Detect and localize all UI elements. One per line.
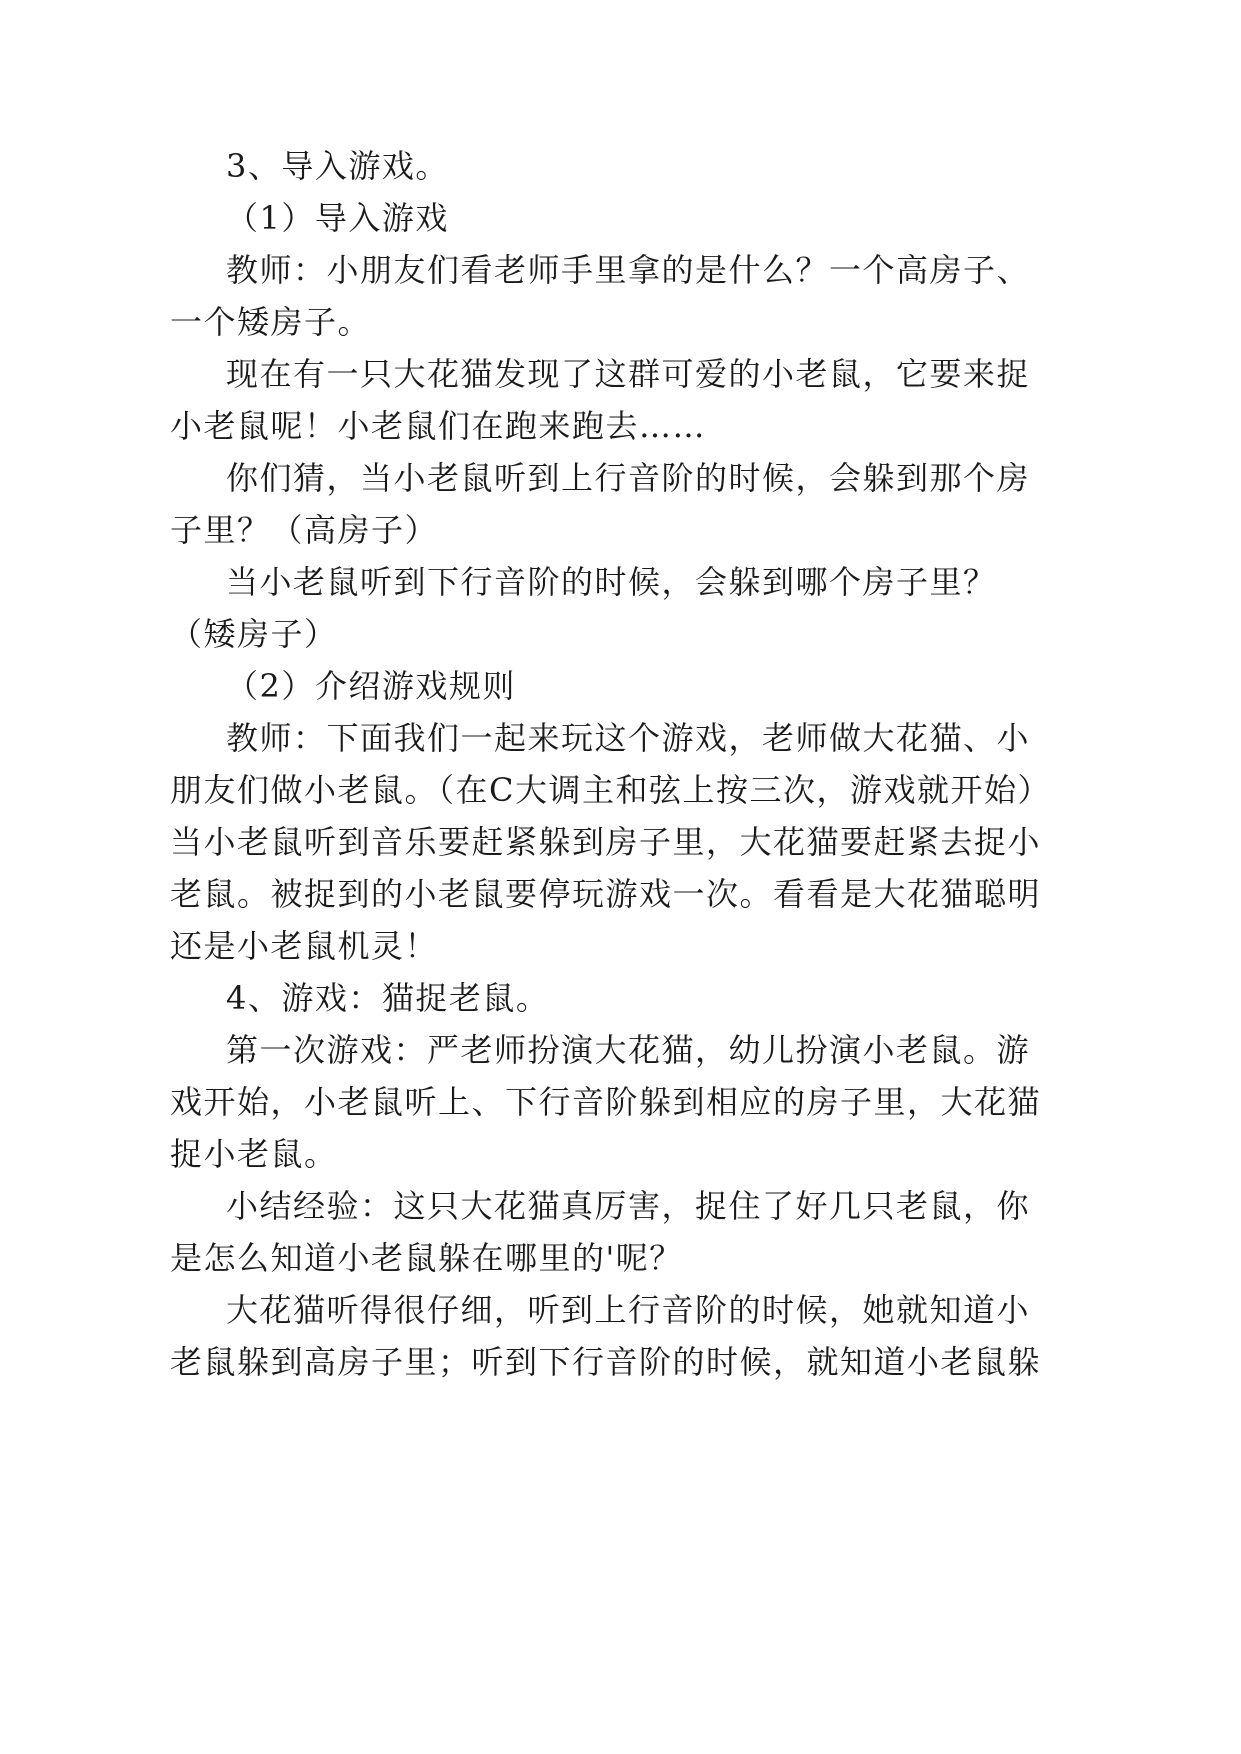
text-line: 一个矮房子。 [170, 303, 372, 341]
text-line: （1）导入游戏 [226, 199, 449, 237]
text-line: 老鼠躲到高房子里；听到下行音阶的时候，就知道小老鼠躲 [170, 1343, 1042, 1381]
text-line: （2）介绍游戏规则 [226, 667, 516, 705]
text-line: 捉小老鼠。 [170, 1135, 338, 1173]
text-line: 老鼠。被捉到的小老鼠要停玩游戏一次。看看是大花猫聪明 [170, 875, 1042, 913]
text-line: 小老鼠呢！小老鼠们在跑来跑去…… [170, 407, 707, 445]
text-line: 戏开始，小老鼠听上、下行音阶躲到相应的房子里，大花猫 [170, 1083, 1042, 1121]
text-line: 4、游戏：猫捉老鼠。 [226, 979, 550, 1017]
text-line: 大花猫听得很仔细，听到上行音阶的时候，她就知道小 [226, 1291, 1031, 1329]
text-line: 当小老鼠听到音乐要赶紧躲到房子里，大花猫要赶紧去捉小 [170, 823, 1042, 861]
text-line: 3、导入游戏。 [226, 147, 449, 185]
text-line: 小结经验：这只大花猫真厉害，捉住了好几只老鼠，你 [226, 1187, 1031, 1225]
text-line: （矮房子） [170, 615, 338, 653]
text-line: 当小老鼠听到下行音阶的时候，会躲到哪个房子里？ [226, 563, 997, 601]
text-line: 教师：小朋友们看老师手里拿的是什么？一个高房子、 [226, 251, 1031, 289]
text-line: 还是小老鼠机灵！ [170, 927, 439, 965]
text-line: 第一次游戏：严老师扮演大花猫，幼儿扮演小老鼠。游 [226, 1031, 1031, 1069]
text-line: 是怎么知道小老鼠躲在哪里的'呢？ [170, 1239, 683, 1277]
text-line: 你们猜，当小老鼠听到上行音阶的时候，会躲到那个房 [226, 459, 1031, 497]
text-line: 子里？（高房子） [170, 511, 439, 549]
text-line: 朋友们做小老鼠。（在C大调主和弦上按三次，游戏就开始） [170, 771, 1051, 809]
text-line: 教师：下面我们一起来玩这个游戏，老师做大花猫、小 [226, 719, 1031, 757]
text-line: 现在有一只大花猫发现了这群可爱的小老鼠，它要来捉 [226, 355, 1031, 393]
